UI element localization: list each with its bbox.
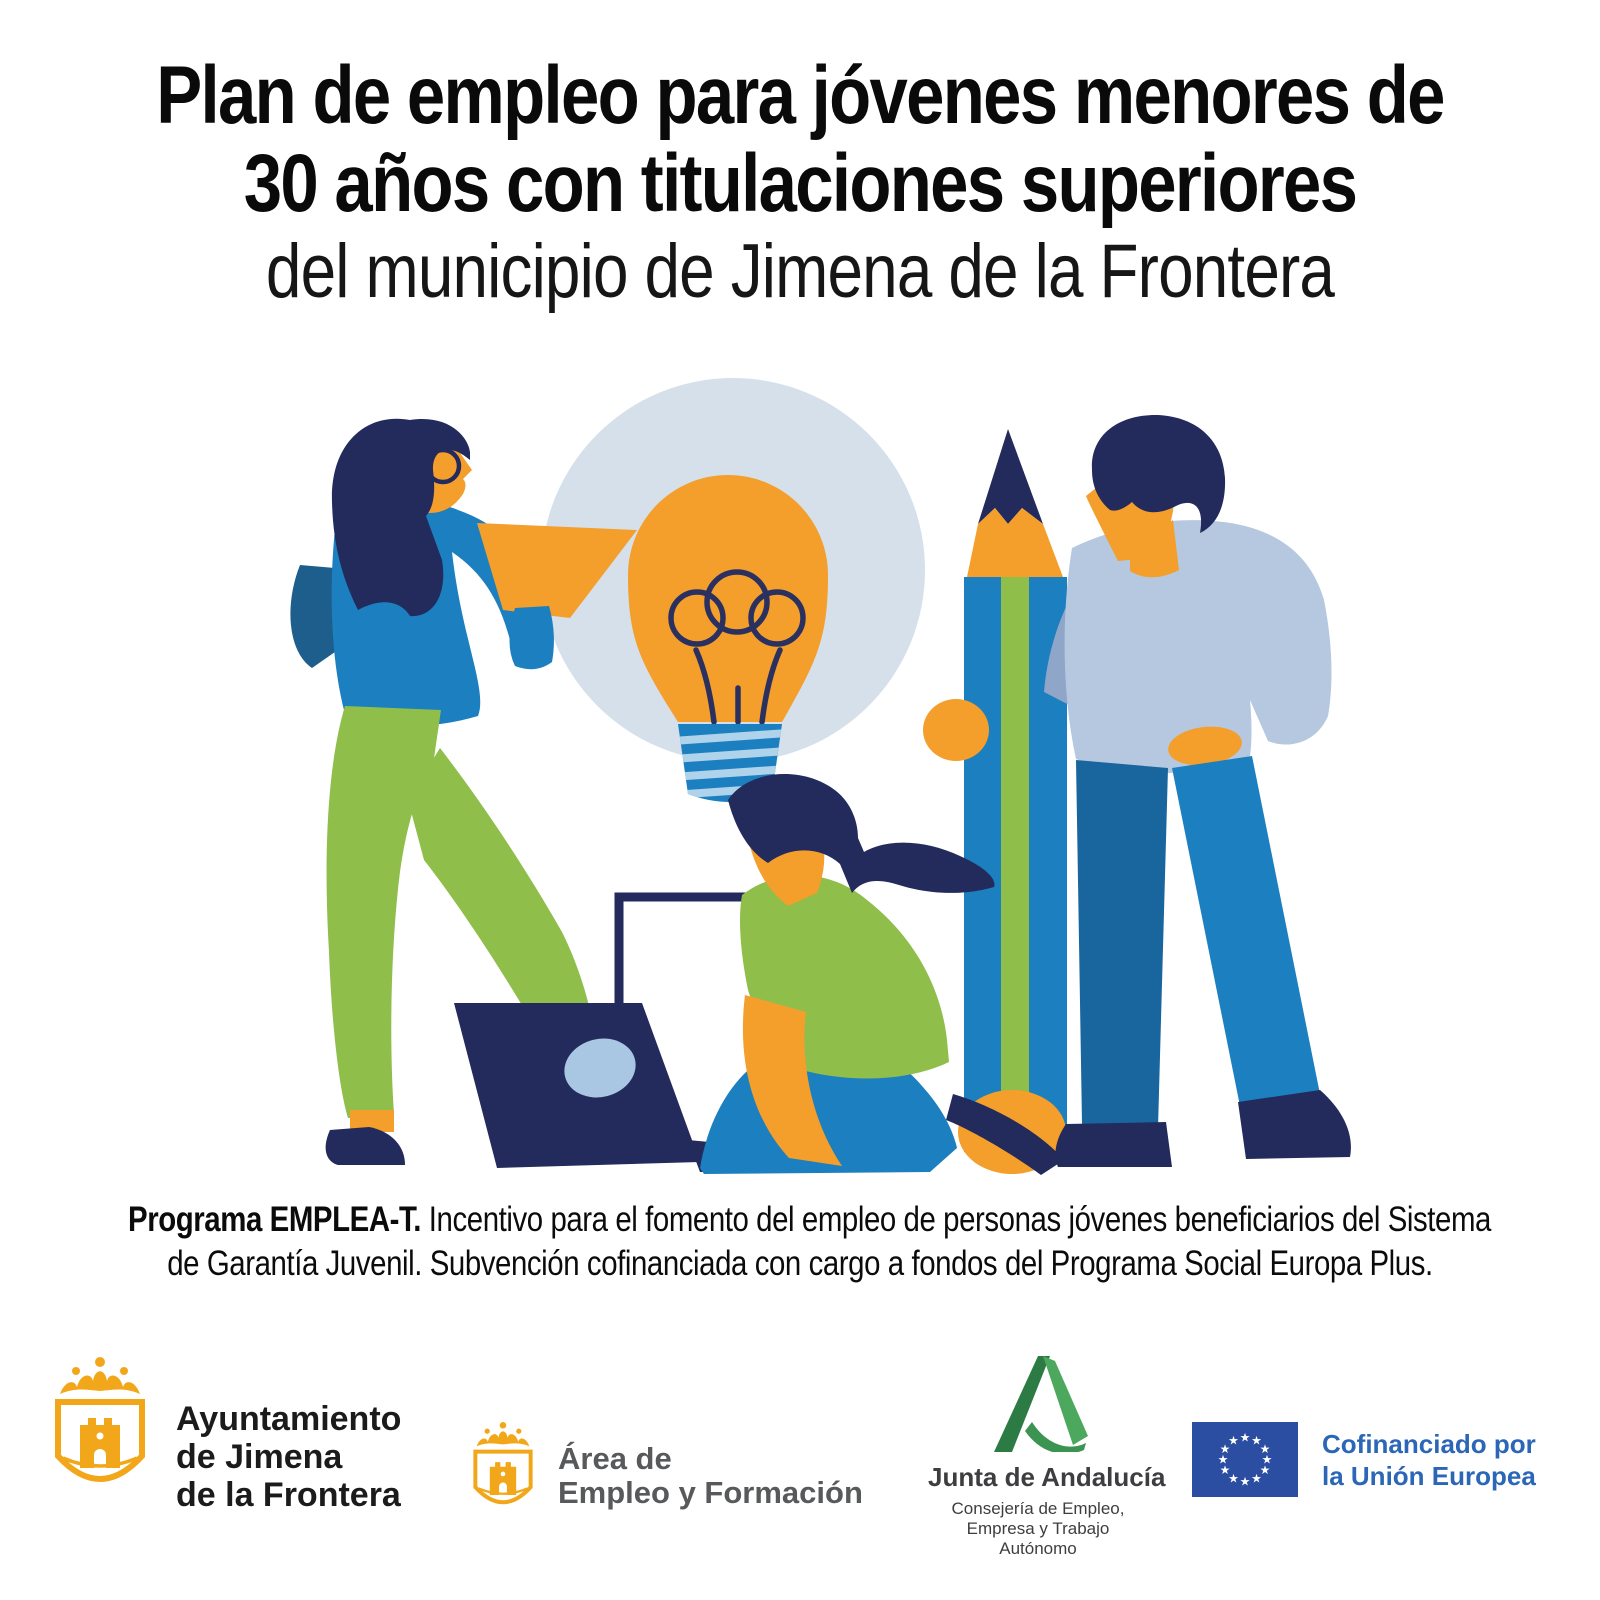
svg-text:★: ★ xyxy=(1259,1441,1271,1456)
junta-dept-line2: Empresa y Trabajo Autónomo xyxy=(966,1519,1110,1558)
ayuntamiento-crest-icon xyxy=(50,1352,150,1514)
area-empleo-line1: Área de xyxy=(558,1441,672,1476)
pants-right-leg xyxy=(408,748,591,1046)
area-empleo-crest-icon xyxy=(470,1420,536,1524)
pencil-tip xyxy=(978,429,1043,524)
junta-andalucia-name: Junta de Andalucía xyxy=(928,1462,1166,1492)
sleeve-cuff xyxy=(510,606,554,669)
eu-text-line2: la Unión Europea xyxy=(1322,1461,1536,1491)
pencil-stripe xyxy=(1001,577,1029,1152)
pants-left-leg xyxy=(1076,760,1168,1128)
svg-text:★: ★ xyxy=(1228,1433,1239,1448)
pants-right-leg xyxy=(1172,756,1320,1106)
title-line-2: 30 años con titulaciones superiores xyxy=(243,138,1357,229)
junta-andalucia-a-icon xyxy=(988,1352,1088,1452)
ayuntamiento-name-line1: Ayuntamiento xyxy=(176,1400,402,1438)
grip-hand xyxy=(923,699,989,761)
lightbulb-icon xyxy=(628,475,828,802)
ayuntamiento-name-line2: de Jimena xyxy=(176,1438,343,1476)
svg-text:★: ★ xyxy=(1251,1433,1262,1448)
area-empleo-logo xyxy=(470,1420,863,1524)
program-note-line1: Incentivo para el fomento del empleo de personas jóvenes beneficiarios del Sistema xyxy=(428,1200,1491,1239)
ayuntamiento-name-line3: de la Frontera xyxy=(176,1476,401,1514)
title-line-1: Plan de empleo para jóvenes menores de xyxy=(156,50,1444,141)
svg-text:★: ★ xyxy=(1261,1452,1273,1467)
shoe-right xyxy=(1238,1090,1351,1159)
eu-cofinancing-logo xyxy=(1192,1422,1536,1497)
connector-line xyxy=(619,897,760,1008)
shoe-left xyxy=(1055,1122,1172,1167)
svg-text:★: ★ xyxy=(1217,1452,1229,1467)
area-empleo-line2: Empleo y Formación xyxy=(558,1475,863,1510)
ayuntamiento-logo xyxy=(50,1352,401,1514)
program-name: Programa EMPLEA-T. xyxy=(128,1200,422,1239)
svg-text:★: ★ xyxy=(1219,1463,1231,1478)
title-line-3: del municipio de Jimena de la Frontera xyxy=(265,229,1335,314)
svg-text:★: ★ xyxy=(1219,1441,1231,1456)
shoe xyxy=(326,1127,405,1165)
svg-text:★: ★ xyxy=(1251,1471,1262,1486)
page-title xyxy=(0,52,1600,316)
svg-text:★: ★ xyxy=(1259,1463,1271,1478)
giant-pencil-icon xyxy=(964,429,1067,1152)
junta-dept-line1: Consejería de Empleo, xyxy=(951,1499,1125,1518)
eu-text-line1: Cofinanciado por xyxy=(1322,1429,1536,1459)
pants-left-leg xyxy=(327,706,441,1118)
eu-flag-icon xyxy=(1192,1422,1298,1497)
program-note xyxy=(0,1198,1600,1286)
junta-andalucia-logo xyxy=(928,1352,1166,1559)
svg-text:★: ★ xyxy=(1239,1430,1251,1445)
program-note-line2: de Garantía Juvenil. Subvención cofinanciada con cargo a fondos del Programa Social Europa Plus. xyxy=(167,1244,1433,1283)
svg-text:★: ★ xyxy=(1239,1474,1251,1489)
svg-text:★: ★ xyxy=(1228,1471,1239,1486)
